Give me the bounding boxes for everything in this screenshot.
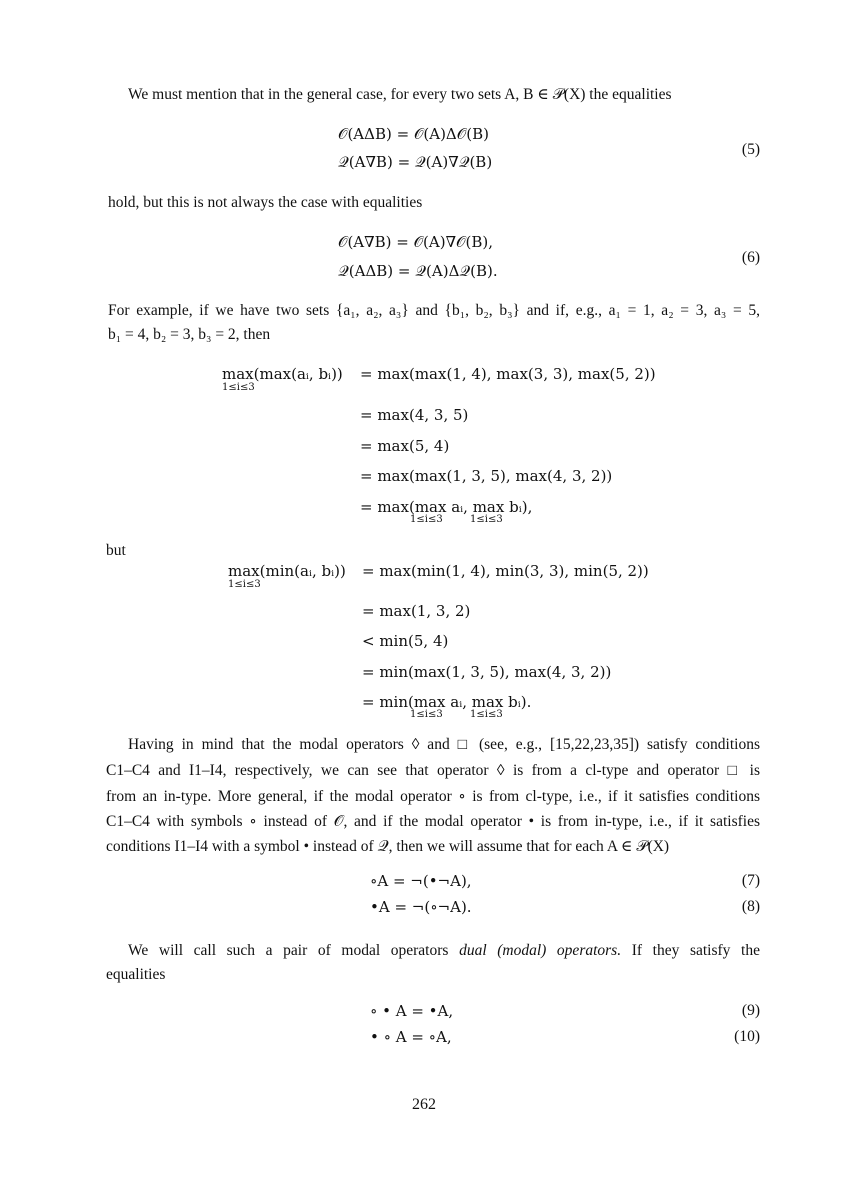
equation-number-10: (10) (734, 1028, 760, 1045)
equation-5-line-1: 𝒪(AΔB) = 𝒪(A)Δ𝒪(B) (338, 125, 489, 143)
equation-6-line-1: 𝒪(A∇B) = 𝒪(A)∇𝒪(B), (338, 233, 493, 251)
equation-number-8: (8) (741, 898, 760, 915)
equation-number-6: (6) (741, 249, 760, 266)
derivation-2-step-5 (362, 693, 532, 720)
derivation-1-step-4: = max(max(1, 3, 5), max(4, 3, 2)) (360, 467, 613, 485)
derivation-2-limit-a: 1≤i≤3 (410, 709, 443, 720)
paragraph-dual-text-b: If they satisfy the (621, 942, 760, 959)
paragraph-dual-line-2: equalities (106, 966, 166, 983)
equation-number-7: (7) (741, 872, 760, 889)
equation-number-9: (9) (741, 1002, 760, 1019)
derivation-1-lhs (222, 365, 343, 393)
equation-5-line-2: 𝒬(A∇B) = 𝒬(A)∇𝒬(B) (338, 153, 493, 171)
paragraph-dual-text-a: We will call such a pair of modal operators (128, 942, 460, 959)
derivation-1-step-3: = max(5, 4) (360, 437, 450, 455)
paragraph-example-line-2: b₁ = 4, b₂ = 3, b₃ = 2, then (108, 326, 271, 343)
derivation-1-limit-a: 1≤i≤3 (410, 514, 443, 525)
paragraph-dual-line-1 (128, 942, 760, 960)
term-dual-operators: dual (modal) operators. (459, 942, 622, 959)
word-but: but (106, 542, 126, 559)
derivation-1-lhs-limit: 1≤i≤3 (222, 382, 255, 393)
equation-number-5: (5) (741, 141, 760, 158)
derivation-2-step-4: = min(max(1, 3, 5), max(4, 3, 2)) (362, 663, 612, 681)
derivation-1-lhs-expr: max(max(aᵢ, bᵢ)) (222, 365, 343, 383)
derivation-1-limit-b: 1≤i≤3 (470, 514, 503, 525)
derivation-2-step-1: = max(min(1, 4), min(3, 3), min(5, 2)) (362, 562, 649, 580)
paragraph-modal-line-5: conditions I1–I4 with a symbol • instead of 𝒬, then we will assume that for each A ∈ 𝒫(X) (106, 838, 670, 855)
paragraph-modal-line-2: C1–C4 and I1–I4, respectively, we can see that operator ◊ is from a cl-type and operator □ is (106, 762, 760, 779)
equation-10: • ∘ A = ∘A, (370, 1028, 452, 1046)
paragraph-intro: We must mention that in the general case, for every two sets A, B ∈ 𝒫(X) the equalities (128, 86, 672, 103)
page-number: 262 (412, 1096, 436, 1113)
derivation-2-lhs-limit: 1≤i≤3 (228, 579, 261, 590)
equation-8: •A = ¬(∘¬A). (370, 898, 472, 916)
paragraph-modal-line-1: Having in mind that the modal operators ◊ and □ (see, e.g., [15,22,23,35]) satisfy conditions (128, 736, 760, 753)
derivation-1-step-1: = max(max(1, 4), max(3, 3), max(5, 2)) (360, 365, 656, 383)
equation-6-line-2: 𝒬(AΔB) = 𝒬(A)Δ𝒬(B). (338, 262, 498, 280)
derivation-2-step-5-expr: = min(max aᵢ, max bᵢ). (362, 693, 532, 711)
paragraph-example-line-1: For example, if we have two sets {a₁, a₂, a₃} and {b₁, b₂, b₃} and if, e.g., a₁ = 1, a₂ = 3, a₃ = 5, (108, 302, 760, 319)
derivation-2-lhs-expr: max(min(aᵢ, bᵢ)) (228, 562, 346, 580)
paragraph-modal-line-3: from an in-type. More general, if the modal operator ∘ is from cl-type, i.e., if it satisfies conditions (106, 788, 760, 805)
equation-9: ∘ • A = •A, (370, 1002, 454, 1020)
derivation-1-step-5 (360, 498, 533, 525)
derivation-2-step-3: < min(5, 4) (362, 632, 449, 650)
equation-7: ∘A = ¬(•¬A), (370, 872, 472, 890)
derivation-2-lhs (228, 562, 346, 590)
derivation-1-step-5-expr: = max(max aᵢ, max bᵢ), (360, 498, 533, 516)
paragraph-modal-line-4: C1–C4 with symbols ∘ instead of 𝒪, and if the modal operator • is from in-type, i.e., if it satisfies (106, 813, 760, 830)
derivation-2-step-2: = max(1, 3, 2) (362, 602, 471, 620)
paragraph-hold: hold, but this is not always the case with equalities (108, 194, 423, 211)
derivation-1-step-2: = max(4, 3, 5) (360, 406, 469, 424)
derivation-2-limit-b: 1≤i≤3 (470, 709, 503, 720)
